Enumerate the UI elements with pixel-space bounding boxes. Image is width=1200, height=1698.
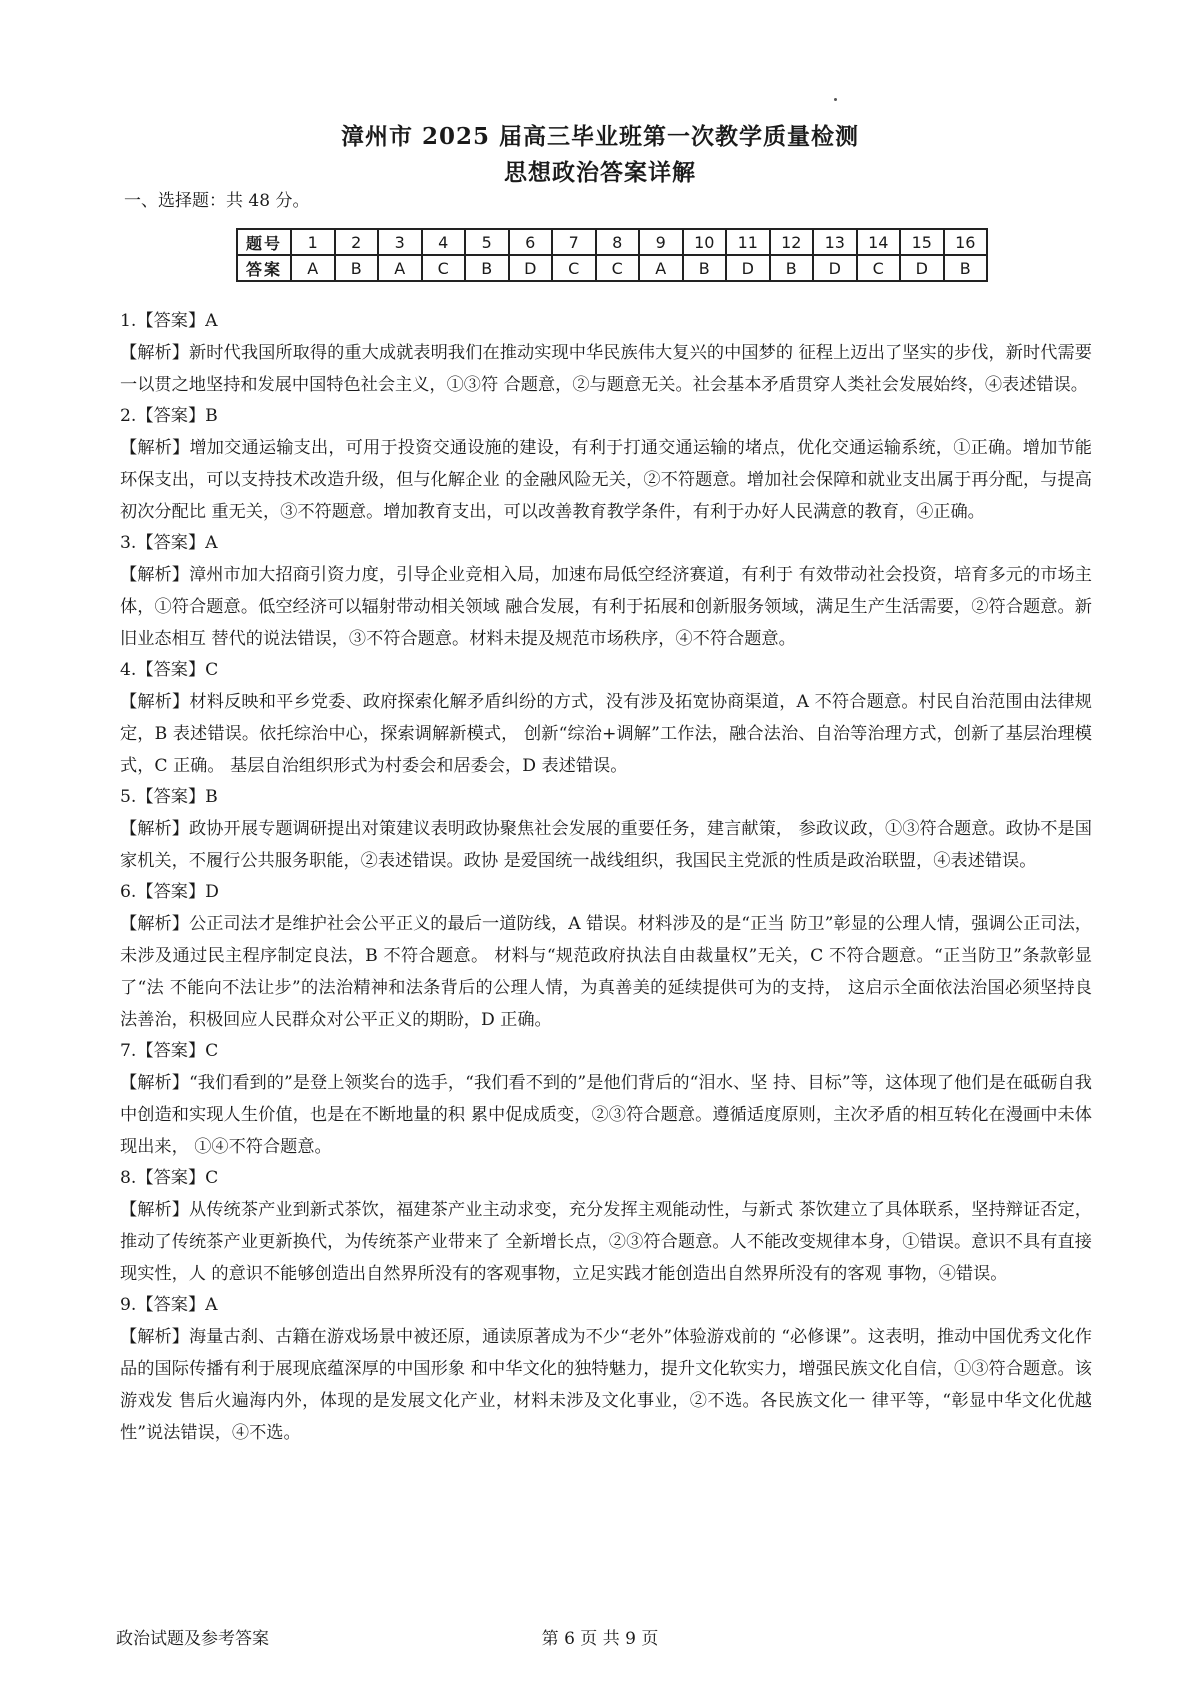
explanation-text: 【解析】新时代我国所取得的重大成就表明我们在推动实现中华民族伟大复兴的中国梦的 征程上迈出了坚实的步伐，新时代需要一以贯之地坚持和发展中国特色社会主义，①③符 合题意，②与题意无关。社会基本矛盾贯穿人类社会发展始终，④表述错误。 — [120, 343, 1092, 395]
answer-line: 4.【答案】C — [120, 660, 219, 680]
answer-item — [120, 401, 1092, 528]
document-subtitle: 思想政治答案详解 — [504, 159, 696, 186]
answer-table-answer-row — [237, 255, 987, 281]
answer-table-number-row — [237, 229, 987, 255]
scan-speck — [834, 98, 837, 101]
answer-cell: C — [857, 255, 901, 281]
answer-cell: D — [900, 255, 944, 281]
question-number: 15 — [900, 229, 944, 255]
answer-explanations — [120, 306, 1092, 1449]
answer-line: 3.【答案】A — [120, 533, 218, 553]
answer-cell: B — [770, 255, 814, 281]
question-number: 14 — [857, 229, 901, 255]
answer-item — [120, 655, 1092, 782]
explanation-text: 【解析】公正司法才是维护社会公平正义的最后一道防线，A 错误。材料涉及的是“正当 防卫”彰显的公理人情，强调公正司法，未涉及通过民主程序制定良法，B 不符合题意。 材料与“规范政府执法自由裁量权”无关，C 不符合题意。“正当防卫”条款彰显了“法 不能向不法让步”的法治精神和法条背后的公理人情，为真善美的延续提供可为的支持， 这启示全面依法治国必须坚持良法善治，积极回应人民群众对公平正义的期盼，D 正确。 — [120, 914, 1092, 1030]
question-number: 4 — [422, 229, 466, 255]
answer-item — [120, 1163, 1092, 1290]
question-number: 2 — [335, 229, 379, 255]
explanation-text: 【解析】海量古刹、古籍在游戏场景中被还原，通读原著成为不少“老外”体验游戏前的 “必修课”。这表明，推动中国优秀文化作品的国际传播有利于展现底蕴深厚的中国形象 和中华文化的独特魅力，提升文化软实力，增强民族文化自信，①③符合题意。该游戏发 售后火遍海内外，体现的是发展文化产业，材料未涉及文化事业，②不选。各民族文化一 律平等，“彰显中华文化优越性”说法错误，④不选。 — [120, 1327, 1092, 1443]
answer-cell: B — [683, 255, 727, 281]
answer-cell: B — [944, 255, 988, 281]
answer-cell: D — [726, 255, 770, 281]
answer-item — [120, 877, 1092, 1036]
question-number: 10 — [683, 229, 727, 255]
explanation-text: 【解析】漳州市加大招商引资力度，引导企业竞相入局，加速布局低空经济赛道，有利于 有效带动社会投资，培育多元的市场主体，①符合题意。低空经济可以辐射带动相关领域 融合发展，有利于拓展和创新服务领域，满足生产生活需要，②符合题意。新旧业态相互 替代的说法错误，③不符合题意。材料未提及规范市场秩序，④不符合题意。 — [120, 565, 1092, 649]
answer-line: 7.【答案】C — [120, 1041, 219, 1061]
answer-cell: A — [378, 255, 422, 281]
answer-cell: C — [552, 255, 596, 281]
section-heading: 一、选择题：共 48 分。 — [124, 191, 310, 211]
explanation-text: 【解析】增加交通运输支出，可用于投资交通设施的建设，有利于打通交通运输的堵点，优化交通运输系统，①正确。增加节能环保支出，可以支持技术改造升级，但与化解企业 的金融风险无关，②不符题意。增加社会保障和就业支出属于再分配，与提高初次分配比 重无关，③不符题意。增加教育支出，可以改善教育教学条件，有利于办好人民满意的教育，④正确。 — [120, 438, 1092, 522]
explanation-text: 【解析】“我们看到的”是登上领奖台的选手，“我们看不到的”是他们背后的“泪水、坚 持、目标”等，这体现了他们是在砥砺自我中创造和实现人生价值，也是在不断地量的积 累中促成质变，②③符合题意。遵循适度原则，主次矛盾的相互转化在漫画中未体现出来， ①④不符合题意。 — [120, 1073, 1092, 1157]
question-number: 3 — [378, 229, 422, 255]
question-number: 9 — [639, 229, 683, 255]
answer-line: 1.【答案】A — [120, 311, 218, 331]
answer-item — [120, 528, 1092, 655]
question-number: 11 — [726, 229, 770, 255]
question-number: 16 — [944, 229, 988, 255]
answer-line: 6.【答案】D — [120, 882, 219, 902]
answer-line: 5.【答案】B — [120, 787, 218, 807]
question-number: 8 — [596, 229, 640, 255]
answer-cell: D — [813, 255, 857, 281]
question-number: 7 — [552, 229, 596, 255]
question-number: 5 — [465, 229, 509, 255]
question-number: 6 — [509, 229, 553, 255]
answer-cell: C — [596, 255, 640, 281]
footer-doc-name: 政治试题及参考答案 — [116, 1629, 269, 1649]
answer-cell: B — [335, 255, 379, 281]
answer-item — [120, 1036, 1092, 1163]
answer-cell: A — [291, 255, 335, 281]
answer-line: 2.【答案】B — [120, 406, 218, 426]
footer-page-number: 第 6 页 共 9 页 — [541, 1629, 659, 1649]
answer-cell: C — [422, 255, 466, 281]
question-number: 13 — [813, 229, 857, 255]
question-number: 1 — [291, 229, 335, 255]
explanation-text: 【解析】材料反映和平乡党委、政府探索化解矛盾纠纷的方式，没有涉及拓宽协商渠道，A 不符合题意。村民自治范围由法律规定，B 表述错误。依托综治中心，探索调解新模式， 创新“综治+调解”工作法，融合法治、自治等治理方式，创新了基层治理模式，C 正确。 基层自治组织形式为村委会和居委会，D 表述错误。 — [120, 692, 1092, 776]
table-row-label: 答案 — [237, 255, 291, 281]
answer-cell: D — [509, 255, 553, 281]
table-row-label: 题号 — [237, 229, 291, 255]
answer-cell: B — [465, 255, 509, 281]
explanation-text: 【解析】政协开展专题调研提出对策建议表明政协聚焦社会发展的重要任务，建言献策， 参政议政，①③符合题意。政协不是国家机关，不履行公共服务职能，②表述错误。政协 是爱国统一战线组织，我国民主党派的性质是政治联盟，④表述错误。 — [120, 819, 1092, 871]
answer-cell: A — [639, 255, 683, 281]
explanation-text: 【解析】从传统茶产业到新式茶饮，福建茶产业主动求变，充分发挥主观能动性，与新式 茶饮建立了具体联系，坚持辩证否定，推动了传统茶产业更新换代，为传统茶产业带来了 全新增长点，②③符合题意。人不能改变规律本身，①错误。意识不具有直接现实性，人 的意识不能够创造出自然界所没有的客观事物，立足实践才能创造出自然界所没有的客观 事物，④错误。 — [120, 1200, 1092, 1284]
answer-line: 8.【答案】C — [120, 1168, 219, 1188]
answer-item — [120, 1290, 1092, 1449]
question-number: 12 — [770, 229, 814, 255]
document-title: 漳州市 2025 届高三毕业班第一次教学质量检测 — [340, 123, 860, 150]
answer-item — [120, 782, 1092, 877]
answer-item — [120, 306, 1092, 401]
answer-table — [236, 228, 988, 282]
answer-line: 9.【答案】A — [120, 1295, 218, 1315]
